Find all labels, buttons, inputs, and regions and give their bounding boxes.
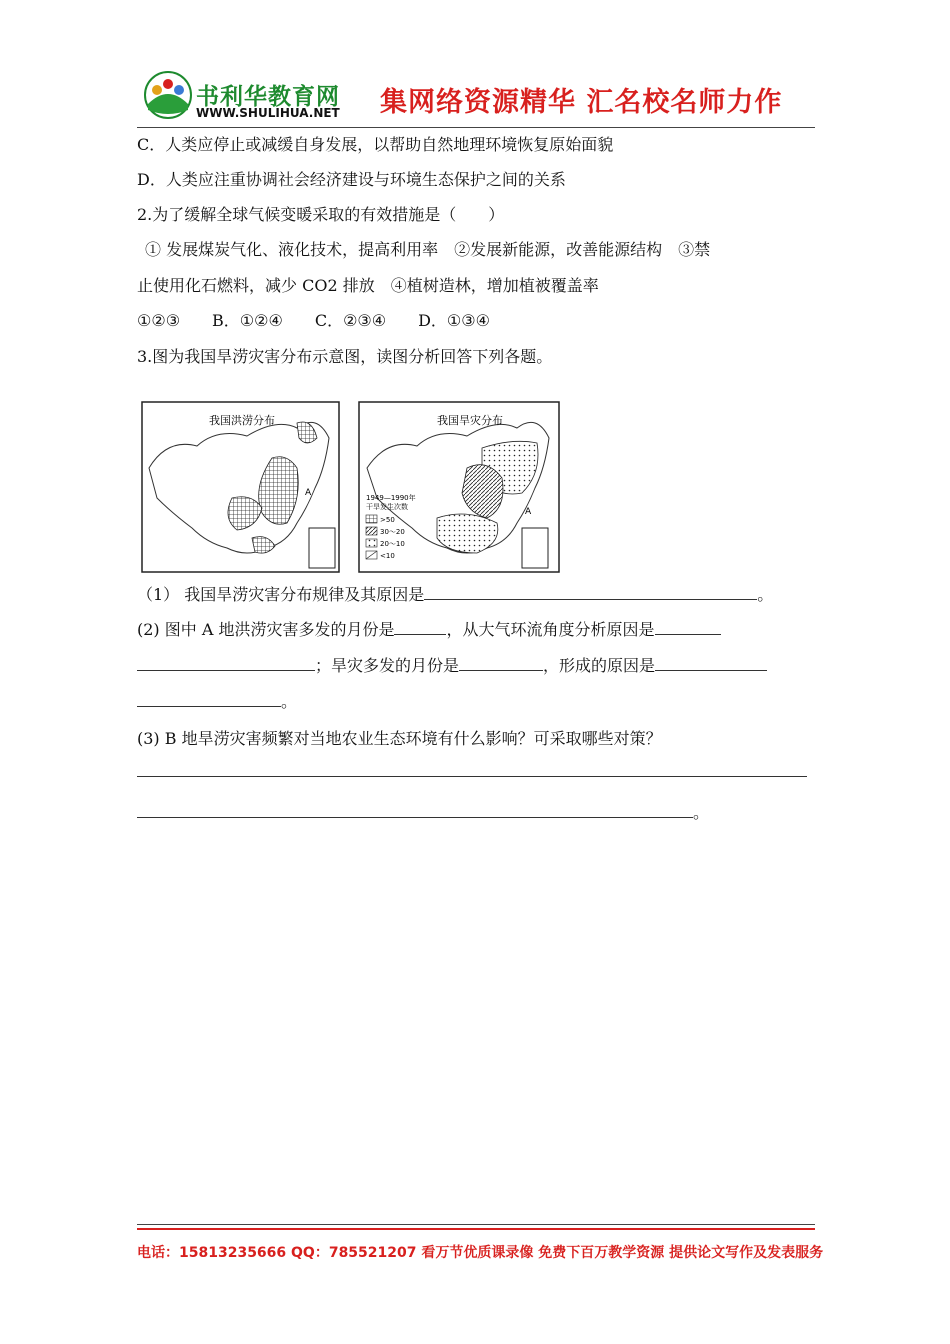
sub-question-2-end: 。 bbox=[137, 689, 297, 712]
flood-map-label-a: A bbox=[305, 488, 312, 498]
answer-blank[interactable] bbox=[424, 585, 757, 600]
answer-blank[interactable] bbox=[394, 620, 446, 635]
flood-map bbox=[142, 402, 339, 572]
sub-question-3-end: 。 bbox=[137, 800, 709, 823]
flood-map-title: 我国洪涝分布 bbox=[209, 414, 275, 427]
footer-contact: 电话：15813235666 QQ：785521207 看万节优质课录像 免费下百万教学资源 提供论文写作及发表服务 bbox=[137, 1245, 824, 1261]
legend-item: 30～20 bbox=[380, 528, 405, 536]
brand-url: WWW.SHULIHUA.NET bbox=[196, 106, 340, 120]
option-c: C．人类应停止或减缓自身发展，以帮助自然地理环境恢复原始面貌 bbox=[137, 135, 614, 154]
answer-blank[interactable] bbox=[137, 656, 315, 671]
question-2: 2.为了缓解全球气候变暖采取的有效措施是（ ） bbox=[137, 205, 505, 224]
drought-map bbox=[359, 402, 559, 572]
header-divider bbox=[137, 127, 815, 128]
drought-map-title: 我国旱灾分布 bbox=[437, 414, 503, 427]
legend-title-2: 干旱发生次数 bbox=[366, 503, 408, 511]
legend-item: 20～10 bbox=[380, 540, 405, 548]
sub-question-2-cont: ；旱灾多发的月份是 ，形成的原因是 bbox=[137, 653, 767, 676]
option-d: D．人类应注重协调社会经济建设与环境生态保护之间的关系 bbox=[137, 170, 566, 189]
answer-line[interactable] bbox=[137, 776, 807, 777]
answer-blank[interactable] bbox=[655, 656, 767, 671]
drought-map-label-a: A bbox=[525, 507, 532, 517]
brand-name: 书利华教育网 bbox=[196, 84, 340, 110]
answer-blank[interactable] bbox=[655, 620, 721, 635]
answer-blank[interactable] bbox=[137, 692, 281, 707]
disaster-maps-figure bbox=[137, 398, 567, 576]
logo-icon bbox=[143, 70, 193, 120]
answer-blank[interactable] bbox=[137, 803, 693, 818]
sub-question-3: (3) B 地旱涝灾害频繁对当地农业生态环境有什么影响？可采取哪些对策？ bbox=[137, 729, 662, 748]
question-3: 3.图为我国旱涝灾害分布示意图，读图分析回答下列各题。 bbox=[137, 347, 553, 366]
sub-question-1: （1） 我国旱涝灾害分布规律及其原因是 。 bbox=[137, 585, 774, 604]
header-slogan: 集网络资源精华 汇名校名师力作 bbox=[380, 87, 783, 118]
question-2-choices: ①②③ B．①②④ C．②③④ D．①③④ bbox=[137, 311, 490, 330]
question-2-items-2: 止使用化石燃料，减少 CO2 排放 ④植树造林，增加植被覆盖率 bbox=[137, 276, 599, 295]
legend-item: <10 bbox=[380, 552, 395, 560]
sub-question-2: (2) 图中 A 地洪涝灾害多发的月份是 ，从大气环流角度分析原因是 bbox=[137, 617, 721, 640]
footer-divider-red bbox=[137, 1228, 815, 1230]
footer-divider bbox=[137, 1224, 815, 1225]
question-2-items-1: ① 发展煤炭气化、液化技术，提高利用率 ②发展新能源，改善能源结构 ③禁 bbox=[145, 240, 711, 259]
answer-blank[interactable] bbox=[459, 656, 543, 671]
legend-item: >50 bbox=[380, 516, 395, 524]
legend-title-1: 1949—1990年 bbox=[366, 494, 416, 502]
